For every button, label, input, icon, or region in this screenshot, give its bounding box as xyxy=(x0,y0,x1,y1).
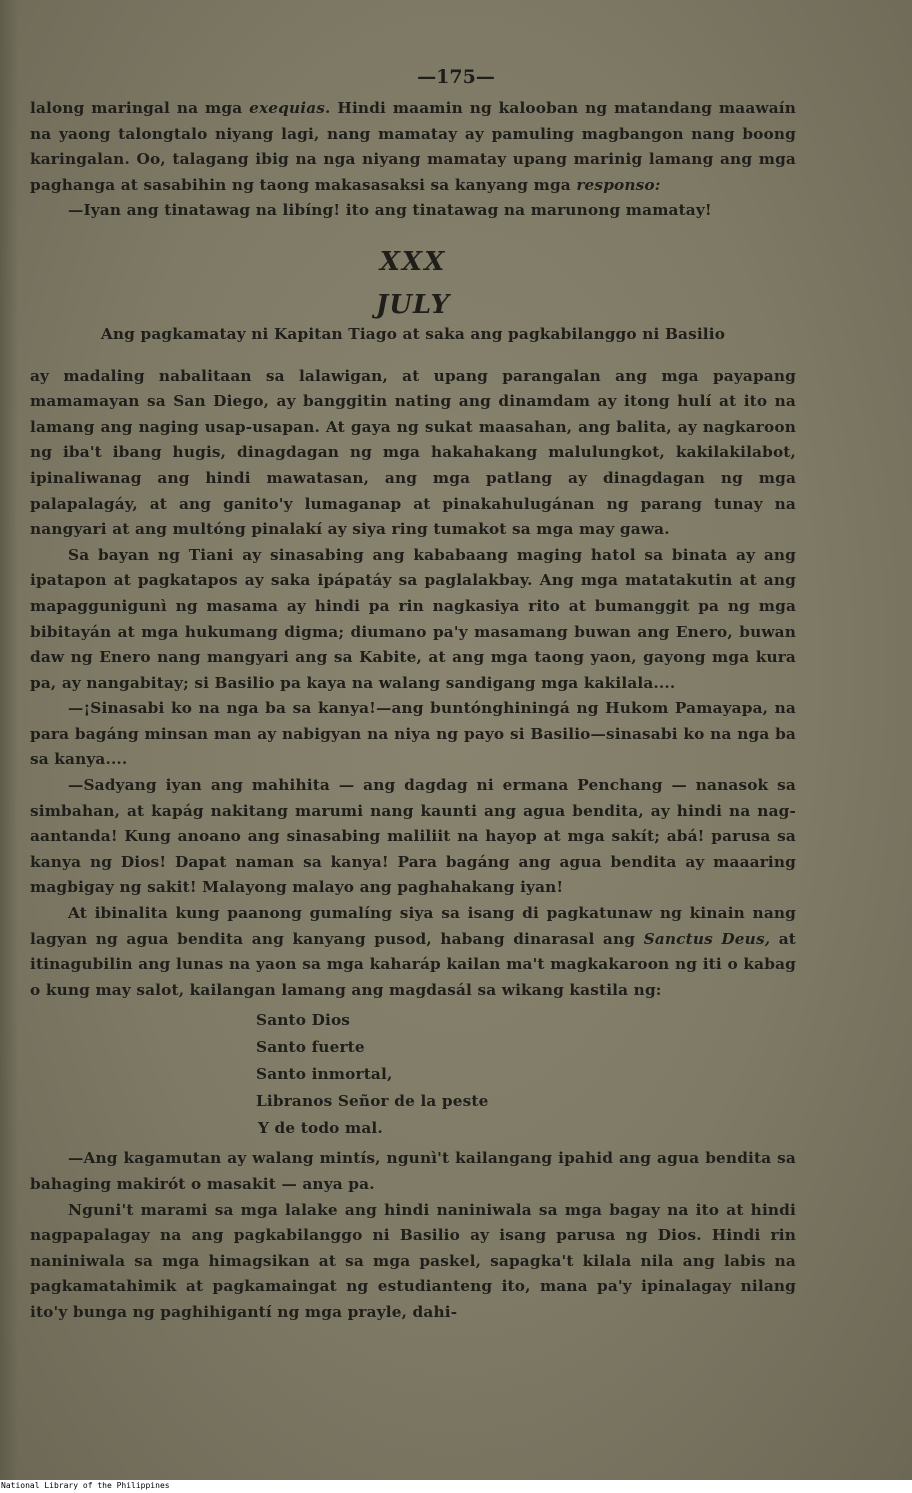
prayer-line: Santo inmortal, xyxy=(256,1065,393,1084)
prayer-line: Y de todo mal. xyxy=(258,1119,383,1138)
chapter-title: JULY xyxy=(375,289,451,320)
chapter-first-paragraph: ay madaling nabalitaan sa lalawigan, at upang parangalan ang mga payapang mamamayan sa San Diego, ay banggitin nating ang dinamdam ay itong hulí at ito na lamang ang naging usap-usapan. At gaya ng sukat maasahan, ang balita, ay nagkaroon ng iba't ibang hugis, dinagdagan ng mga hakahakang malulungkot, kakilakilabot, ipinaliwanag ang hindi mawatasan, ang mga patlang ay dinagdagan ng mga palapalagáy, at ang ganito'y lumaganap at pinakahulugánan ng parang tunay na nangyari at ang multóng pinalakí ay siya ring tumakot sa mga may gawa. xyxy=(30,366,796,539)
paragraph-tiani: Sa bayan ng Tiani ay sinasabing ang kababaang maging hatol sa binata ay ang ipatapon at pagkatapos ay saka ipápatáy sa paglalakbay. Ang mga matatakutin at ang mapaggunigunì ng masama ay hindi pa rin nagkasiya rito at bumanggit pa ng mga bibitayán at mga hukumang digma; diumano pa'y masamang buwan ang Enero, buwan daw ng Enero nang mangyari ang sa Kabite, at ang mga taong yaon, gayong mga kura pa, ay nangabitay; si Basilio pa kaya na walang sandigang mga kakilala.... xyxy=(30,545,796,692)
paragraph-kagamutan: —Ang kagamutan ay walang mintís, ngunì't kailangang ipahid ang agua bendita sa bahaging makirót o masakit — anya pa. xyxy=(30,1149,796,1193)
ibinalita-italic-sanctus: Sanctus Deus, xyxy=(643,929,771,948)
prayer-line: Santo Dios xyxy=(256,1011,351,1030)
page-text xyxy=(30,96,796,1326)
opening-text-1: lalong maringal na mga xyxy=(30,99,250,117)
opening-italic-exequias: exequias xyxy=(249,99,326,117)
ibinalita-text-1: At ibinalita kung paanong gumalíng siya sa isang di pagkatunaw ng kinain nang lagyan ng agua bendita ang kanyang pusod, habang dinarasal ang xyxy=(30,904,796,948)
opening-paragraph xyxy=(30,96,796,198)
chapter-number: XXX xyxy=(379,246,447,277)
prayer-line: Santo fuerte xyxy=(256,1038,365,1057)
footer-credit: National Library of the Philippines xyxy=(1,1481,170,1490)
footer-bar xyxy=(0,1480,912,1493)
paragraph-ibinalita xyxy=(30,901,796,1003)
prayer-verse xyxy=(256,1007,796,1142)
page-edge-shadow xyxy=(0,0,18,1480)
paragraph-hukom: —¡Sinasabi ko na nga ba sa kanya!—ang buntónghiningá ng Hukom Pamayapa, na para bagáng minsan man ay nabigyan na niya ng payo si Basilio—sinasabi ko na nga ba sa kanya.... xyxy=(30,699,796,769)
paragraph-penchang: —Sadyang iyan ang mahihita — ang dagdag ni ermana Penchang — nanasok sa simbahan, at kapág nakitang marumi nang kaunti ang agua bendita, ay hindi na nag-aantanda! Kung anoano ang sinasabing maliliit na hayop at mga sakít; abá! parusa sa kanya ng Dios! Dapat naman sa kanya! Para bagáng ang agua bendita ay maaaring magbigay ng sakit! Malayong malayo ang paghahakang iyan! xyxy=(30,776,796,897)
opening-italic-responso: responso: xyxy=(576,175,661,194)
chapter-first-line: Ang pagkamatay ni Kapitan Tiago at saka ang pagkabilanggo ni Basilio xyxy=(100,324,726,343)
closing-quote: —Iyan ang tinatawag na libíng! ito ang tinatawag na marunong mamatay! xyxy=(68,201,712,220)
ibinalita-text-2: at itinagubilin ang lunas na yaon sa mga kaharáp kailan ma't magkakaroon ng iti o kabag o kung may salot, kailangan lamang ang magdasál sa wikang kastila ng: xyxy=(30,929,796,999)
prayer-line: Libranos Señor de la peste xyxy=(256,1092,489,1111)
opening-text-2: . Hindi maamin ng kalooban ng matandang maawaín na yaong talongtalo niyang lagi, nang mamatay ay pamuling magbangon nang boong karingalan. Oo, talagang ibig na nga niyang mamatay upang marinig lamang ang mga paghanga at sasabihin ng taong makasasaksi sa kanyang mga xyxy=(30,99,796,194)
paragraph-ngunit: Nguni't marami sa mga lalake ang hindi naniniwala sa mga bagay na ito at hindi nagpapalagay na ang pagkabilanggo ni Basilio ay isang parusa ng Dios. Hindi rin naniniwala sa mga himagsikan at sa mga paskel, sapagka't kilala nila ang labis na pagkamatahimik at pagkamaingat ng estudianteng ito, mana pa'y ipinalagay nilang ito'y bunga ng paghihigantí ng mga prayle, dahi- xyxy=(30,1200,796,1321)
page-number: —175— xyxy=(417,66,495,88)
